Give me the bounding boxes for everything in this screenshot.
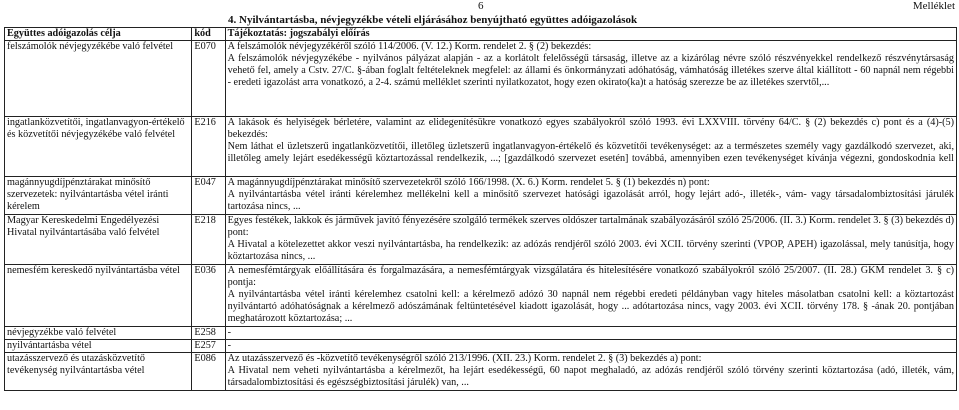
table-row [5,177,957,215]
legal-excerpt: A nyilvántartásba vétel iránti kérelemhez csatolni kell: a kérelmező adózó 30 napnál nem régebbi eredeti példányban vagy hiteles másolatban csatolni kell: a köztartozást nyilvántartó adóhatóságnak a kérelmező adószámának feltüntetésével kiadott igazolását, hogy ... adótartozása nincs, vagy 2003. évi XCII. törvény 178. § -ának 20. pontjában meghatározott köztartozása; ... [227,289,954,324]
table-row [5,41,957,117]
table-row [5,265,957,327]
page-title: 4. Nyilvántartásba, névjegyzékbe vételi eljárásához benyújtható együttes adóigazolások [228,14,638,26]
row-code: E086 [192,353,225,391]
row-purpose: utazásszervező és utazásközvetítő tevékenység nyilvántartásba vétel [5,353,192,391]
legal-excerpt: A Hivatal nem veheti nyilvántartásba a kérelmezőt, ha lejárt esedékességű, 60 napot meghaladó, az adózás rendjéről szóló törvény szerinti köztartozása (adó, illeték, vám, társadalombiztosítási és egészségbiztosítási járulék) van, ... [227,365,954,388]
legal-excerpt: A felszámolók névjegyzékébe - nyilvános pályázat alapján - az a korlátolt felelősségű társaság, illetve az a kizárólag névre szóló részvényekkel rendelkező részvénytársaság vehető fel, amely a Cstv. 27/C. §-ában foglalt feltételeknek megfelel: az állami és önkormányzati adóhatóság, vámhatóság illetékes szerve által kiállított - 60 napnál nem régebbi - eredeti igazolást arra vonatkozó, a 2-4. számú melléklet szerinti nyilatkozatot, hogy ezen okirato(ka)t a hatóság szerezze be az illetékes szervtől,... [227,53,954,88]
legal-reference: A felszámolók névjegyzékéről szóló 114/2006. (V. 12.) Korm. rendelet 2. § (2) bekezdés: [227,41,592,52]
legal-excerpt: Nem láthat el üzletszerű ingatlanközvetítői, illetőleg üzletszerű ingatlanvagyon-értékelő és közvetítői tevékenységet: az a természetes személy vagy gazdálkodó szervezet, aki, illetőleg amely lejárt esedékességű köztartozással rendelkezik, ...; [gazdálkodó szervezet esetén] továbbá, amennyiben ezen tevékenységet kívánja végezni, gondoskodnia kell [227,141,954,164]
row-code: E216 [192,117,225,177]
column-header-purpose: Együttes adóigazolás célja [5,28,192,41]
row-code: E258 [192,327,225,340]
legal-excerpt: A Hivatal a kötelezettet akkor veszi nyilvántartásba, ha rendelkezik: az adózás rendjéről szóló 2003. évi XCII. törvény szerinti (VPOP, APEH) igazolással, mely tanúsítja, hogy köztartozása nincs, ... [227,239,954,262]
row-code: E257 [192,340,225,353]
legal-reference: A lakások és helyiségek bérletére, valamint az elidegenítésükre vonatkozó egyes szabályokról szóló 1993. évi LXXVIII. törvény 64/C. § (2) bekezdés c) pont és a (4)-(5) bekezdés: [227,117,954,140]
row-legal-text [225,265,956,327]
column-header-legal-text: Tájékoztatás: jogszabályi előírás [225,28,956,41]
row-purpose: nemesfém kereskedő nyilvántartásba vétel [5,265,192,327]
row-purpose: névjegyzékbe való felvétel [5,327,192,340]
row-legal-text: - [225,340,956,353]
row-purpose: felszámolók névjegyzékébe való felvétel [5,41,192,117]
row-code: E047 [192,177,225,215]
table-header-row [5,28,957,41]
row-code: E036 [192,265,225,327]
row-code: E070 [192,41,225,117]
row-purpose: ingatlanközvetítői, ingatlanvagyon-értékelő és közvetítői névjegyzékébe való felvétel [5,117,192,177]
legal-excerpt: A nyilvántartásba vétel iránti kérelemhez mellékelni kell a minősítő szervezet hatósági igazolását arról, hogy lejárt adó-, illeték-, vám- vagy társadalombiztosítási járulék tartozása nincs, ... [227,189,954,212]
table-row [5,353,957,391]
table-row [5,215,957,265]
legal-reference: A nemesfémtárgyak előállítására és forgalmazására, a nemesfémtárgyak vizsgálatára és hitelesítésére vonatkozó szabályokról szóló 25/2007. (II. 28.) GKM rendelet 3. § c) pontja: [227,265,954,288]
row-legal-text [225,117,956,177]
table-row [5,340,957,353]
row-code: E218 [192,215,225,265]
row-legal-text [225,215,956,265]
legal-reference: A magánnyugdíjpénztárakat minősítő szervezetekről szóló 166/1998. (X. 6.) Korm. rendelet 5. § (1) bekezdés n) pont: [227,177,710,188]
row-purpose: nyilvántartásba vétel [5,340,192,353]
legal-reference: Egyes festékek, lakkok és járművek javító fényezésére szolgáló termékek szerves oldószer tartalmának szabályozásáról szóló 25/2006. (II. 3.) Korm. rendelet 3. § (3) bekezdés d) pont: [227,215,954,238]
column-header-code: kód [192,28,225,41]
table-row [5,327,957,340]
row-legal-text [225,353,956,391]
certificates-table [4,27,957,391]
row-legal-text: - [225,327,956,340]
legal-reference: Az utazásszervező és -közvetítő tevékenységről szóló 213/1996. (XII. 23.) Korm. rendelet 2. § (3) bekezdés a) pont: [227,353,702,364]
table-row [5,117,957,177]
row-legal-text [225,41,956,117]
annex-label: Melléklet [912,0,955,12]
row-purpose: Magyar Kereskedelmi Engedélyezési Hivatal nyilvántartásába való felvétel [5,215,192,265]
row-purpose: magánnyugdíjpénztárakat minősítő szervezetek: nyilvántartásba vétel iránti kérelem [5,177,192,215]
page-number: 6 [478,0,484,12]
row-legal-text [225,177,956,215]
